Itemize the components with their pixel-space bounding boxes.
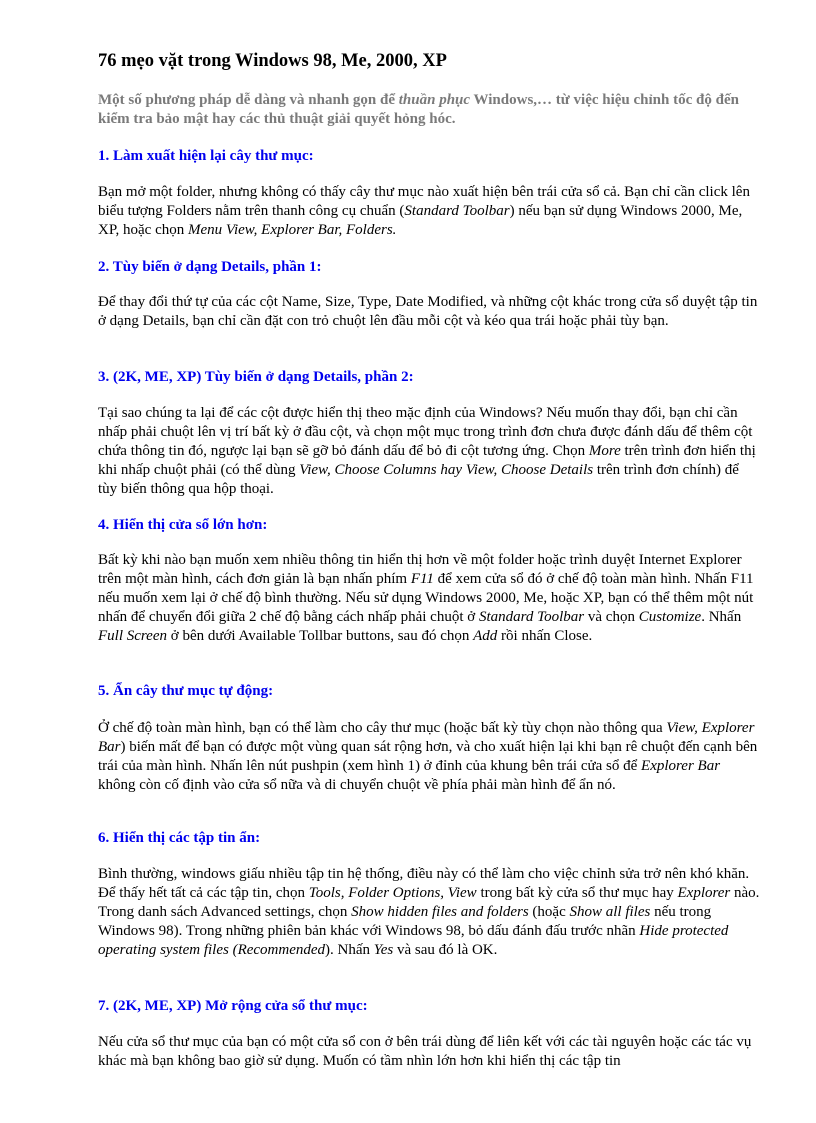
section-body-3	[98, 404, 760, 499]
body-text: và sau đó là OK.	[393, 942, 498, 958]
body-text: nào. Trong danh sách Advanced settings, chọn	[98, 885, 760, 920]
body-emphasis: More	[588, 443, 621, 459]
body-emphasis: View, Choose Columns hay View, Choose Details	[299, 462, 594, 478]
body-text: và chọn	[584, 609, 639, 625]
body-text: ) biến mất để bạn có được một vùng quan sát rộng hơn, và cho xuất hiện lại khi bạn rê chuột đến cạnh bên trái của màn hình. Nhấn lên nút pushpin (xem hình 1) ở đỉnh của khung bên trái cửa sổ để	[98, 739, 758, 774]
body-text: nếu trong Windows 98). Trong những phiên bản khác với Windows 98, bỏ dấu đánh đấu trước nhãn	[98, 904, 712, 939]
body-text: Để thay đổi thứ tự của các cột Name, Size, Type, Date Modified, và những cột khác trong cửa sổ duyệt tập tin ở dạng Details, bạn chỉ cần đặt con trỏ chuột lên đầu mỗi cột và kéo qua trái hoặc phải tùy bạn.	[98, 294, 758, 329]
section-heading-7: 7. (2K, ME, XP) Mở rộng cửa sổ thư mục:	[98, 998, 368, 1014]
body-text: (hoặc	[528, 904, 570, 920]
intro-text: Windows,… từ việc hiệu chỉnh tốc độ đến kiểm tra bảo mật hay các thủ thuật giải quyết hỏng hóc.	[98, 92, 739, 127]
body-emphasis: View, Explorer Bar	[98, 720, 755, 755]
section-heading-1: 1. Làm xuất hiện lại cây thư mục:	[98, 148, 314, 164]
body-emphasis: Tools, Folder Options, View	[308, 885, 477, 901]
body-emphasis: Explorer	[677, 885, 731, 901]
body-text: Nếu cửa sổ thư mục của bạn có một cửa sổ con ở bên trái dùng để liên kết với các tài nguyên hoặc các tác vụ khác mà bạn không bao giờ sử dụng. Muốn có tầm nhìn lớn hơn khi hiển thị các tập tin	[98, 1034, 752, 1069]
section-heading-6: 6. Hiển thị các tập tin ẩn:	[98, 830, 261, 846]
body-text: ở bên dưới Available Tollbar buttons, sau đó chọn	[167, 628, 474, 644]
body-emphasis: Show all files	[569, 904, 651, 920]
body-emphasis: Menu View, Explorer Bar, Folders.	[188, 222, 397, 238]
body-text: rồi nhấn Close.	[497, 628, 593, 644]
document-title: 76 mẹo vặt trong Windows 98, Me, 2000, XP	[98, 51, 447, 71]
section-body-5	[98, 719, 760, 795]
body-text: ). Nhấn	[325, 942, 374, 958]
section-heading-3: 3. (2K, ME, XP) Tùy biến ở dạng Details, phần 2:	[98, 369, 414, 385]
body-emphasis: Add	[473, 628, 498, 644]
body-text: trên trình đơn hiển thị khi nhấp chuột phải (có thể dùng	[98, 443, 756, 478]
body-emphasis: F11	[410, 571, 434, 587]
body-text: Tại sao chúng ta lại để các cột được hiển thị theo mặc định của Windows? Nếu muốn thay đổi, bạn chỉ cần nhấp phải chuột lên vị trí bất kỳ ở đầu cột, và chọn một mục trong trình đơn chưa được đánh dấu để thêm cột chứa thông tin đó, ngược lại bạn sẽ gỡ bỏ đánh dấu để bỏ đi cột tương ứng. Chọn	[98, 405, 753, 459]
body-emphasis: Customize	[638, 609, 702, 625]
body-text: không còn cố định vào cửa sổ nữa và di chuyển chuột về phía phải màn hình để ẩn nó.	[98, 777, 616, 793]
body-emphasis: Full Screen	[98, 628, 168, 644]
section-body-6	[98, 865, 760, 960]
section-body-2	[98, 293, 760, 331]
body-emphasis: Yes	[373, 942, 394, 958]
body-text: trên trình đơn chính) để tùy biến thông qua hộp thoại.	[98, 462, 739, 497]
body-emphasis: Explorer Bar	[641, 758, 721, 774]
body-text: Bất kỳ khi nào bạn muốn xem nhiều thông tin hiển thị hơn về một folder hoặc trình duyệt Internet Explorer trên một màn hình, cách đơn giản là bạn nhấn phím	[98, 552, 742, 587]
body-text: Bạn mở một folder, nhưng không có thấy cây thư mục nào xuất hiện bên trái cửa sổ cả. Bạn chỉ cần click lên biểu tượng Folders nằm trên thanh công cụ chuẩn (	[98, 184, 750, 219]
section-body-4	[98, 551, 760, 646]
body-emphasis: Standard Toolbar	[478, 609, 585, 625]
body-emphasis: Hide protected operating system files (Recommended	[98, 923, 729, 958]
section-heading-4: 4. Hiển thị cửa sổ lớn hơn:	[98, 517, 268, 533]
intro-emphasis: thuần phục	[398, 92, 471, 108]
body-text: . Nhấn	[701, 609, 742, 625]
intro-text: Một số phương pháp dễ dàng và nhanh gọn để	[98, 92, 399, 108]
section-heading-5: 5. Ẩn cây thư mục tự động:	[98, 683, 274, 699]
body-text: để xem cửa sổ đó ở chế độ toàn màn hình. Nhấn F11 nếu muốn xem lại ở chế độ bình thường. Nếu sử dụng Windows 2000, Me, hoặc XP, bạn có thể thêm một nút nhấn để chuyển đổi giữa 2 chế độ bằng cách nhấp phải chuột ở	[98, 571, 754, 625]
body-text: ) nếu bạn sử dụng Windows 2000, Me, XP, hoặc chọn	[98, 203, 743, 238]
section-body-1	[98, 183, 760, 240]
section-heading-2: 2. Tùy biến ở dạng Details, phần 1:	[98, 259, 322, 275]
body-text: Ở chế độ toàn màn hình, bạn có thể làm cho cây thư mục (hoặc bất kỳ tùy chọn nào thông qua	[98, 720, 667, 736]
body-emphasis: Show hidden files and folders	[351, 904, 529, 920]
body-text: trong bất kỳ cửa sổ thư mục hay	[476, 885, 678, 901]
body-emphasis: Standard Toolbar	[404, 203, 510, 219]
intro-paragraph	[98, 91, 758, 129]
section-body-7	[98, 1033, 760, 1071]
body-text: Bình thường, windows giấu nhiều tập tin hệ thống, điều này có thể làm cho việc chỉnh sửa trở nên khó khăn. Để thấy hết tất cả các tập tin, chọn	[98, 866, 750, 901]
